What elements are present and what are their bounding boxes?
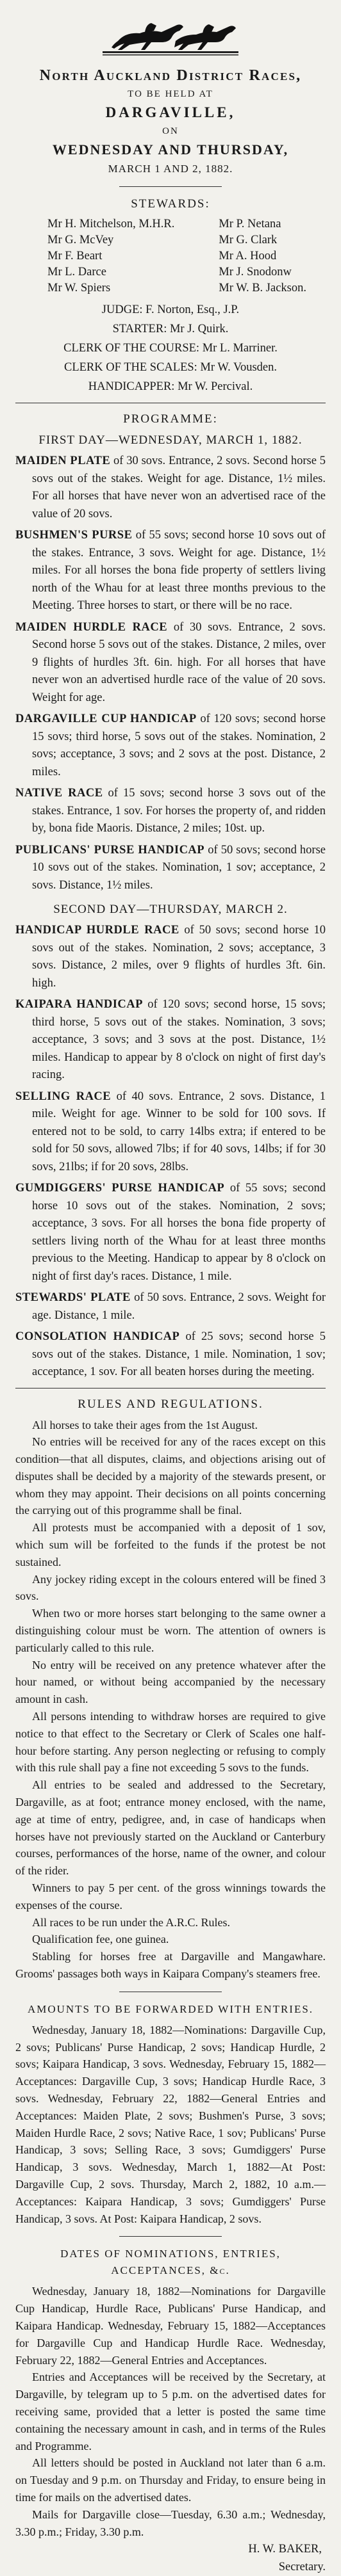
race-name: CONSOLATION HANDICAP — [15, 1330, 180, 1343]
handicapper-line: HANDICAPPER: Mr W. Percival. — [88, 380, 253, 393]
stewards-column-left — [47, 216, 174, 296]
race-conditions: of 40 sovs. Entrance, 2 sovs. Distance, 1 mile. Weight for age. Winner to be sold for 100 sovs. If entered not to be sold, to carry 14lbs extra; if entered to be sold for 50 sovs, allowed 7lbs; if for 40 sovs, 14lbs; if for 30 sovs, 21lbs; if for 20 sovs, 28lbs. — [32, 1090, 326, 1173]
race-entry — [15, 527, 326, 615]
dates-heading: DATES OF NOMINATIONS, ENTRIES, ACCEPTANCES, &c. — [60, 2248, 281, 2277]
race-days: WEDNESDAY AND THURSDAY, — [52, 141, 289, 157]
race-name: MAIDEN HURDLE RACE — [15, 620, 168, 634]
racehorse-icon — [100, 13, 241, 59]
day-two-races — [15, 922, 326, 1381]
race-conditions: of 55 sovs; second horse 10 sovs out of the stakes. Nomination, 2 sovs; acceptance, 3 sovs. For all horses the bona fide property of settlers living north of the Whau for at least three months previous to the Meeting. Handicap to appear by 8 o'clock on night of first day's races. Distance, 1 mile. — [32, 1182, 326, 1283]
divider — [15, 1388, 326, 1389]
race-name: DARGAVILLE CUP HANDICAP — [15, 712, 197, 725]
race-conditions: of 120 sovs; second horse, 15 sovs; third horse, 5 sovs out of the stakes. Nomination, 3 sovs; acceptance, 3 sovs; and 3 sovs at the post. Distance, 1½ miles. Handicap to appear by 8 o'clock on night of first day's racing. — [32, 998, 326, 1081]
race-conditions: of 50 sovs; second horse 10 sovs out of the stakes. Nomination, 1 sov; acceptance, 2 sovs. Distance, 1½ miles. — [32, 843, 326, 892]
race-entry — [15, 1180, 326, 1285]
day-heading: FIRST DAY—WEDNESDAY, MARCH 1, 1882. — [38, 433, 303, 447]
amounts-heading: AMOUNTS TO BE FORWARDED WITH ENTRIES. — [27, 2002, 314, 2015]
rule-item: No entries will be received for any of the races except on this condition—that all disputes, claims, and objections arising out of disputes shall be decided by a majority of the stewards present, or whom they may appoint. Their decisions on all points concerning the carrying out of this programme shall be final. — [15, 1435, 326, 1517]
race-name: NATIVE RACE — [15, 787, 103, 800]
race-name: HANDICAP HURDLE RACE — [15, 924, 179, 937]
steward-name: Mr W. B. Jackson. — [219, 282, 306, 294]
race-entry — [15, 711, 326, 781]
steward-name: Mr G. McVey — [47, 234, 114, 246]
on-line: ON — [162, 126, 179, 136]
rule-item: Stabling for horses free at Dargaville and Mangawhare. Grooms' passages both ways in Kaipara Company's steamers free. — [15, 1950, 326, 1980]
day-heading: SECOND DAY—THURSDAY, MARCH 2. — [53, 903, 288, 916]
race-conditions: of 50 sovs; second horse 10 sovs out of the stakes. Nomination, 2 sovs; acceptance, 3 sovs. Distance, 2 miles, over 9 flights of hurdles 3ft. 6in. high. — [32, 924, 326, 990]
clerk-of-course-line: CLERK OF THE COURSE: Mr L. Marriner. — [63, 342, 278, 355]
race-conditions: of 30 sovs. Entrance, 2 sovs. Second horse 5 sovs out of the stakes. Distance, 2 miles, over 9 flights of hurdles 3ft. 6in. high. For all horses that have never won an advertised hurdle race of the value of 20 sovs. Weight for age. — [32, 620, 326, 704]
dates-item: All letters should be posted in Auckland not later than 6 a.m. on Tuesday and 9 p.m. on Thursday and Friday, to ensure being in time for mails on the advertised dates. — [15, 2456, 326, 2504]
race-entry — [15, 453, 326, 523]
rule-item: All horses to take their ages from the 1st August. — [32, 1418, 258, 1431]
steward-name: Mr J. Snodonw — [219, 266, 292, 278]
programme-heading: PROGRAMME: — [123, 412, 218, 426]
race-entry — [15, 619, 326, 707]
steward-name: Mr G. Clark — [219, 234, 278, 246]
race-name: GUMDIGGERS' PURSE HANDICAP — [15, 1182, 225, 1195]
race-conditions: of 120 sovs; second horse 15 sovs; third horse, 5 sovs out of the stakes. Nomination, 2 sovs; acceptance, 3 sovs; and 2 sovs at the post. Distance, 2 miles. — [32, 712, 326, 778]
steward-name: Mr P. Netana — [219, 218, 281, 230]
rule-item: No entry will be received on any pretence whatever after the hour named, or without being accompanied by the necessary amount in cash. — [15, 1658, 326, 1706]
race-name: PUBLICANS' PURSE HANDICAP — [15, 843, 205, 857]
race-name: BUSHMEN'S PURSE — [15, 529, 133, 542]
held-at-line: TO BE HELD AT — [128, 89, 213, 99]
dates-item: Entries and Acceptances will be received by the Secretary, at Dargaville, by telegram up to 5 p.m. on the advertised dates for receiving same, provided that a letter is posted the same time containing the necessary amount in cash, and in terms of the Rules and Programme. — [15, 2371, 326, 2452]
race-conditions: of 30 sovs. Entrance, 2 sovs. Second horse 5 sovs out of the stakes. Weight for age. Distance, 1½ miles. For all horses that have never won an advertised race of the value of 20 sovs. — [32, 455, 326, 520]
race-name: SELLING RACE — [15, 1090, 112, 1103]
rule-item: All races to be run under the A.R.C. Rules. — [32, 1915, 230, 1929]
race-entry — [15, 1328, 326, 1381]
clerk-of-scales-line: CLERK OF THE SCALES: Mr W. Vousden. — [63, 361, 278, 374]
rule-item: When two or more horses start belonging to the same owner a distinguishing colour must be worn. The attention of owners is particularly called to this rule. — [15, 1607, 326, 1654]
steward-name: Mr F. Beart — [47, 250, 103, 262]
race-conditions: of 15 sovs; second horse 3 sovs out of the stakes. Entrance, 1 sov. For horses the property of, and ridden by, bona fide Maoris. Distance, 2 miles; 10st. up. — [32, 787, 326, 835]
divider — [119, 186, 222, 187]
divider — [119, 2236, 222, 2237]
starter-line: STARTER: Mr J. Quirk. — [112, 323, 229, 335]
notice-title: North Auckland District Races, — [39, 67, 302, 84]
rule-item: All entries to be sealed and addressed to the Secretary, Dargaville, as at foot; entrance money enclosed, with the name, age at time of entry, pedigree, and, in case of handicaps when horses have not previously started on the Auckland or Canterbury courses, performances of the horse, name of the owner, and colour of the rider. — [15, 1778, 326, 1878]
secretary-title: Secretary. — [278, 2561, 326, 2574]
race-conditions: of 25 sovs; second horse 5 sovs out of the stakes. Distance, 1 mile. Nomination, 1 sov; acceptance, 1 sov. For all beaten horses during the meeting. — [32, 1330, 326, 1378]
race-entry — [15, 1088, 326, 1177]
rule-item: Winners to pay 5 per cent. of the gross winnings towards the expenses of the course. — [15, 1881, 326, 1912]
rule-item: All persons intending to withdraw horses are required to give notice to that effect to the Secretary or Clerk of Scales one half-hour before starting. Any person neglecting or refusing to comply with this rule shall pay a fine not exceeding 5 sovs to the funds. — [15, 1710, 326, 1775]
judge-line: JUDGE: F. Norton, Esq., J.P. — [101, 303, 240, 316]
race-entry — [15, 1289, 326, 1324]
rules-heading: RULES AND REGULATIONS. — [78, 1397, 263, 1411]
amounts-text: Wednesday, January 18, 1882—Nominations: Dargaville Cup, 2 sovs; Publicans' Purse Handicap, 2 sovs; Handicap Hurdle, 2 sovs; Kaipara Handicap, 3 sovs. Wednesday, February 15, 1882—Acceptances: Dargaville Cup, 3 sovs; Handicap Hurdle Race, 3 sovs. Wednesday, February 22, 1882—General Entries and Acceptances: Maiden Plate, 2 sovs; Bushmen's Purse, 3 sovs; Maiden Hurdle Race, 2 sovs; Native Race, 1 sov; Publicans' Purse Handicap, 3 sovs; Selling Race, 3 sovs; Gumdiggers' Purse Handicap, 3 sovs. Wednesday, March 1, 1882—At Post: Dargaville Cup, 2 sovs. Thursday, March 2, 1882, 10 a.m.—Acceptances: Kaipara Handicap, 3 sovs; Gumdiggers' Purse Handicap, 3 sovs. At Post: Kaipara Handicap, 2 sovs. — [15, 2023, 326, 2225]
rule-item: Qualification fee, one guinea. — [32, 1933, 169, 1946]
race-name: MAIDEN PLATE — [15, 455, 111, 467]
race-entry — [15, 785, 326, 838]
race-conditions: of 50 sovs. Entrance, 2 sovs. Weight for age. Distance, 1 mile. — [32, 1291, 326, 1322]
secretary-name: H. W. BAKER, — [248, 2543, 322, 2556]
steward-name: Mr A. Hood — [219, 250, 277, 262]
venue: DARGAVILLE, — [105, 104, 236, 120]
race-conditions: of 55 sovs; second horse 10 sovs out of the stakes. Entrance, 3 sovs. Weight for age. Distance, 1½ miles. For all horses the bona fide property of settlers living north of the Whau for at least three months previous to the Meeting. Three horses to start, or there will be no race. — [32, 529, 326, 612]
rule-item: Any jockey riding except in the colours entered will be fined 3 sovs. — [15, 1572, 326, 1603]
steward-name: Mr H. Mitchelson, M.H.R. — [47, 218, 175, 230]
stewards-list — [15, 216, 326, 296]
dates-item: Wednesday, January 18, 1882—Nominations for Dargaville Cup Handicap, Hurdle Race, Publicans' Purse Handicap, and Kaipara Handicap. Wednesday, February 15, 1882—Acceptances for Dargaville Cup and Handicap Hurdle Race. Wednesday, February 22, 1882—General Entries and Acceptances. — [15, 2285, 326, 2367]
race-name: KAIPARA HANDICAP — [15, 998, 143, 1011]
rule-item: All protests must be accompanied with a deposit of 1 sov, which sum will be forfeited to the funds if the protest be not sustained. — [15, 1521, 326, 1568]
race-name: STEWARDS' PLATE — [15, 1291, 131, 1304]
stewards-heading: STEWARDS: — [131, 197, 210, 211]
steward-name: Mr W. Spiers — [47, 282, 111, 294]
steward-name: Mr L. Darce — [47, 266, 106, 278]
day-one-races — [15, 453, 326, 894]
dates-list — [15, 2283, 326, 2540]
dates-item: Mails for Dargaville close—Tuesday, 6.30 a.m.; Wednesday, 3.30 p.m.; Friday, 3.30 p.m. — [15, 2508, 326, 2538]
horse-race-emblem — [15, 13, 326, 59]
race-dates: MARCH 1 AND 2, 1882. — [108, 163, 233, 175]
rules-list — [15, 1417, 326, 1983]
race-entry — [15, 842, 326, 895]
stewards-column-right — [219, 216, 306, 296]
race-entry — [15, 922, 326, 992]
race-entry — [15, 996, 326, 1084]
